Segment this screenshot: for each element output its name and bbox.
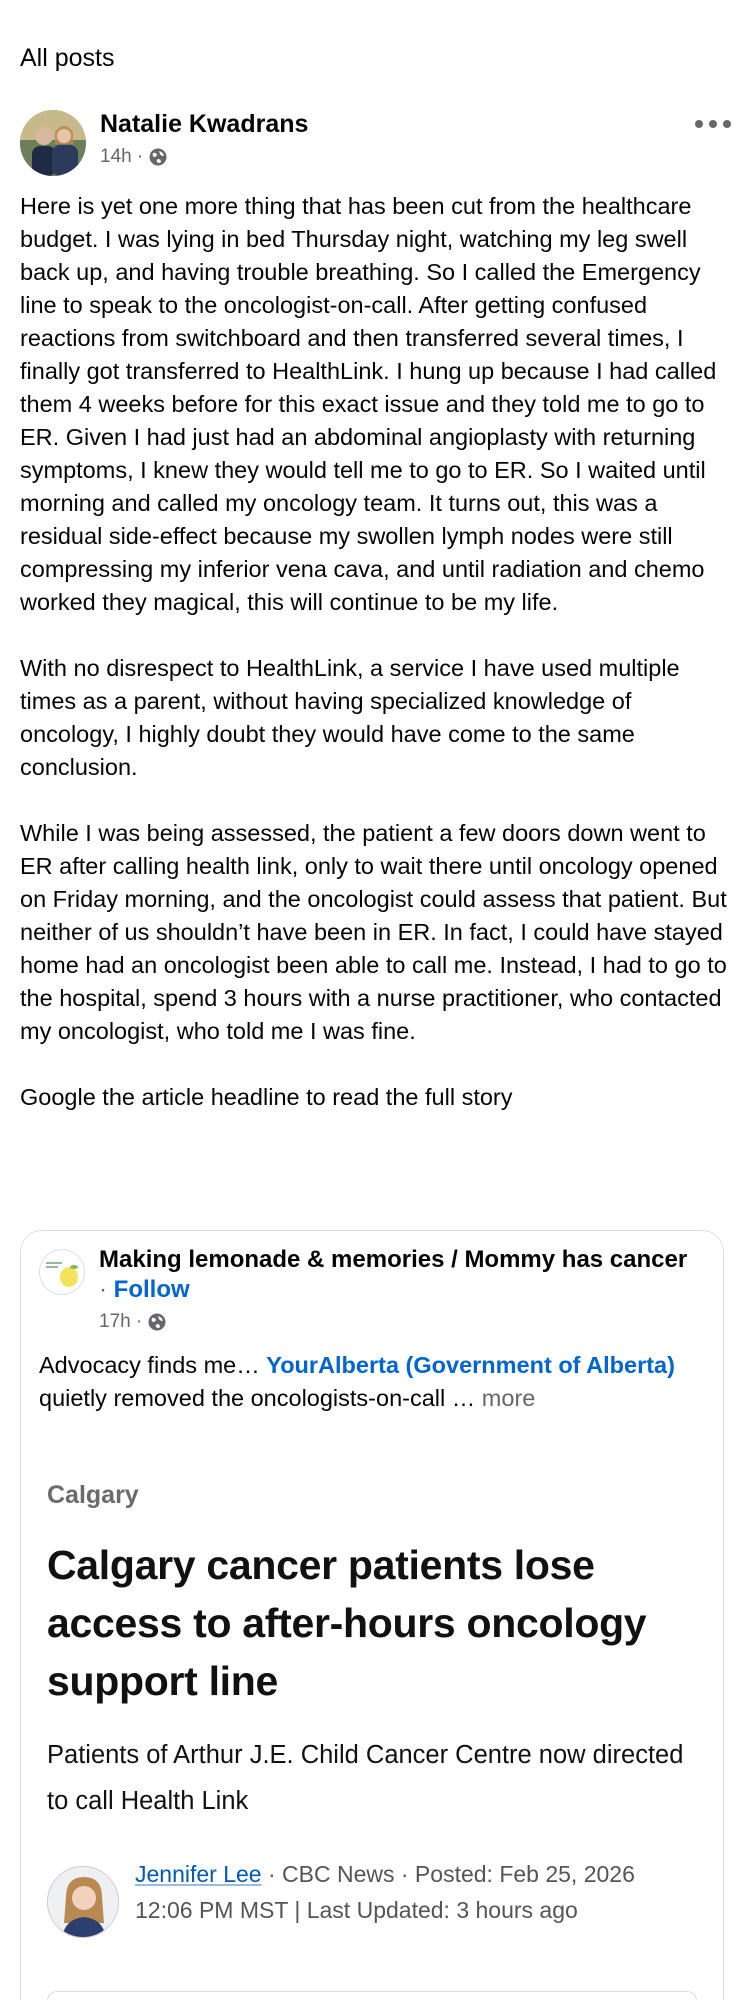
reporter-photo [48,1867,119,1938]
author-avatar[interactable] [20,110,86,176]
post-paragraph: While I was being assessed, the patient a few doors down went to ER after calling health link, only to wait there until oncology opened on Friday morning, and the oncologist could assess that patient. But neither of us shouldn’t have been in ER. In fact, I could have stayed home had an oncologist been able to call me. Instead, I had to go to the hospital, spend 3 hours with a nurse practitioner, who contacted my oncologist, who told me I was fine. [20,820,727,1044]
meta-separator: · [135,1311,143,1332]
article-preview[interactable] [47,1461,707,1824]
article-headline[interactable]: Calgary cancer patients lose access to after-hours oncology support line [47,1542,647,1704]
page-avatar[interactable] [39,1249,85,1295]
dot-icon [695,120,703,128]
reporter-name-link[interactable]: Jennifer Lee [135,1861,262,1887]
shared-post-meta [99,1311,167,1333]
shared-page-header [99,1245,699,1305]
article-byline [47,1856,687,1976]
post-options-button[interactable] [695,112,731,136]
shared-text-end: quietly removed the oncologists-on-call … [39,1385,482,1411]
byline-text [135,1856,695,1928]
dot-icon [709,120,717,128]
author-avatar-photo [20,110,86,176]
post-paragraph: Here is yet one more thing that has been cut from the healthcare budget. I was lying in bed Thursday night, watching my leg swell back up, and having trouble breathing. So I called the Emergency line to speak to the oncologist-on-call. After getting confused reactions from switchboard and then transferred several times, I finally got transferred to HealthLink. I hung up because I had called them 4 weeks before for this exact issue and they told me to go to ER. Given I had just had an abdominal angioplasty with returning symptoms, I knew they would tell me to go to ER. So I waited until morning and called my oncology team. It turns out, this was a residual side-effect because my swollen lymph nodes were still compressing my inferior vena cava, and until radiation and chemo worked they magical, this will continue to be my life. [20,193,717,615]
header-separator: · [99,1276,107,1303]
all-posts-heading: All posts [20,44,115,72]
card-bottom-border [47,1991,697,2000]
shared-post-text [39,1349,709,1415]
shared-text-start: Advocacy finds me… [39,1352,267,1378]
meta-separator: · [136,146,144,167]
reporter-avatar [47,1866,119,1938]
shared-timestamp[interactable]: 17h [99,1311,131,1332]
post-paragraph: With no disrespect to HealthLink, a service I have used multiple times as a parent, without having specialized knowledge of oncology, I highly doubt they would have come to the same conclusion. [20,655,680,780]
article-section-label: Calgary [47,1481,139,1509]
globe-icon [147,1312,167,1332]
shared-page-name[interactable]: Making lemonade & memories / Mommy has cancer [99,1246,688,1273]
shared-post-card[interactable] [20,1230,724,2000]
article-subheadline: Patients of Arthur J.E. Child Cancer Centre now directed to call Health Link [47,1741,684,1815]
globe-icon [148,147,168,167]
see-more-link[interactable]: more [481,1385,536,1411]
byline-details: · CBC News · Posted: Feb 25, 2026 12:06 PM MST | Last Updated: 3 hours ago [135,1861,635,1923]
post-meta [100,146,168,168]
dot-icon [723,120,731,128]
post-timestamp[interactable]: 14h [100,146,132,167]
post-author-name[interactable]: Natalie Kwadrans [100,110,309,138]
post-body [20,190,730,1114]
mention-link[interactable]: YourAlberta (Government of Alberta) [266,1352,675,1378]
follow-button[interactable]: Follow [113,1276,190,1303]
lemon-logo-icon [40,1250,85,1295]
post-paragraph: Google the article headline to read the full story [20,1084,513,1110]
